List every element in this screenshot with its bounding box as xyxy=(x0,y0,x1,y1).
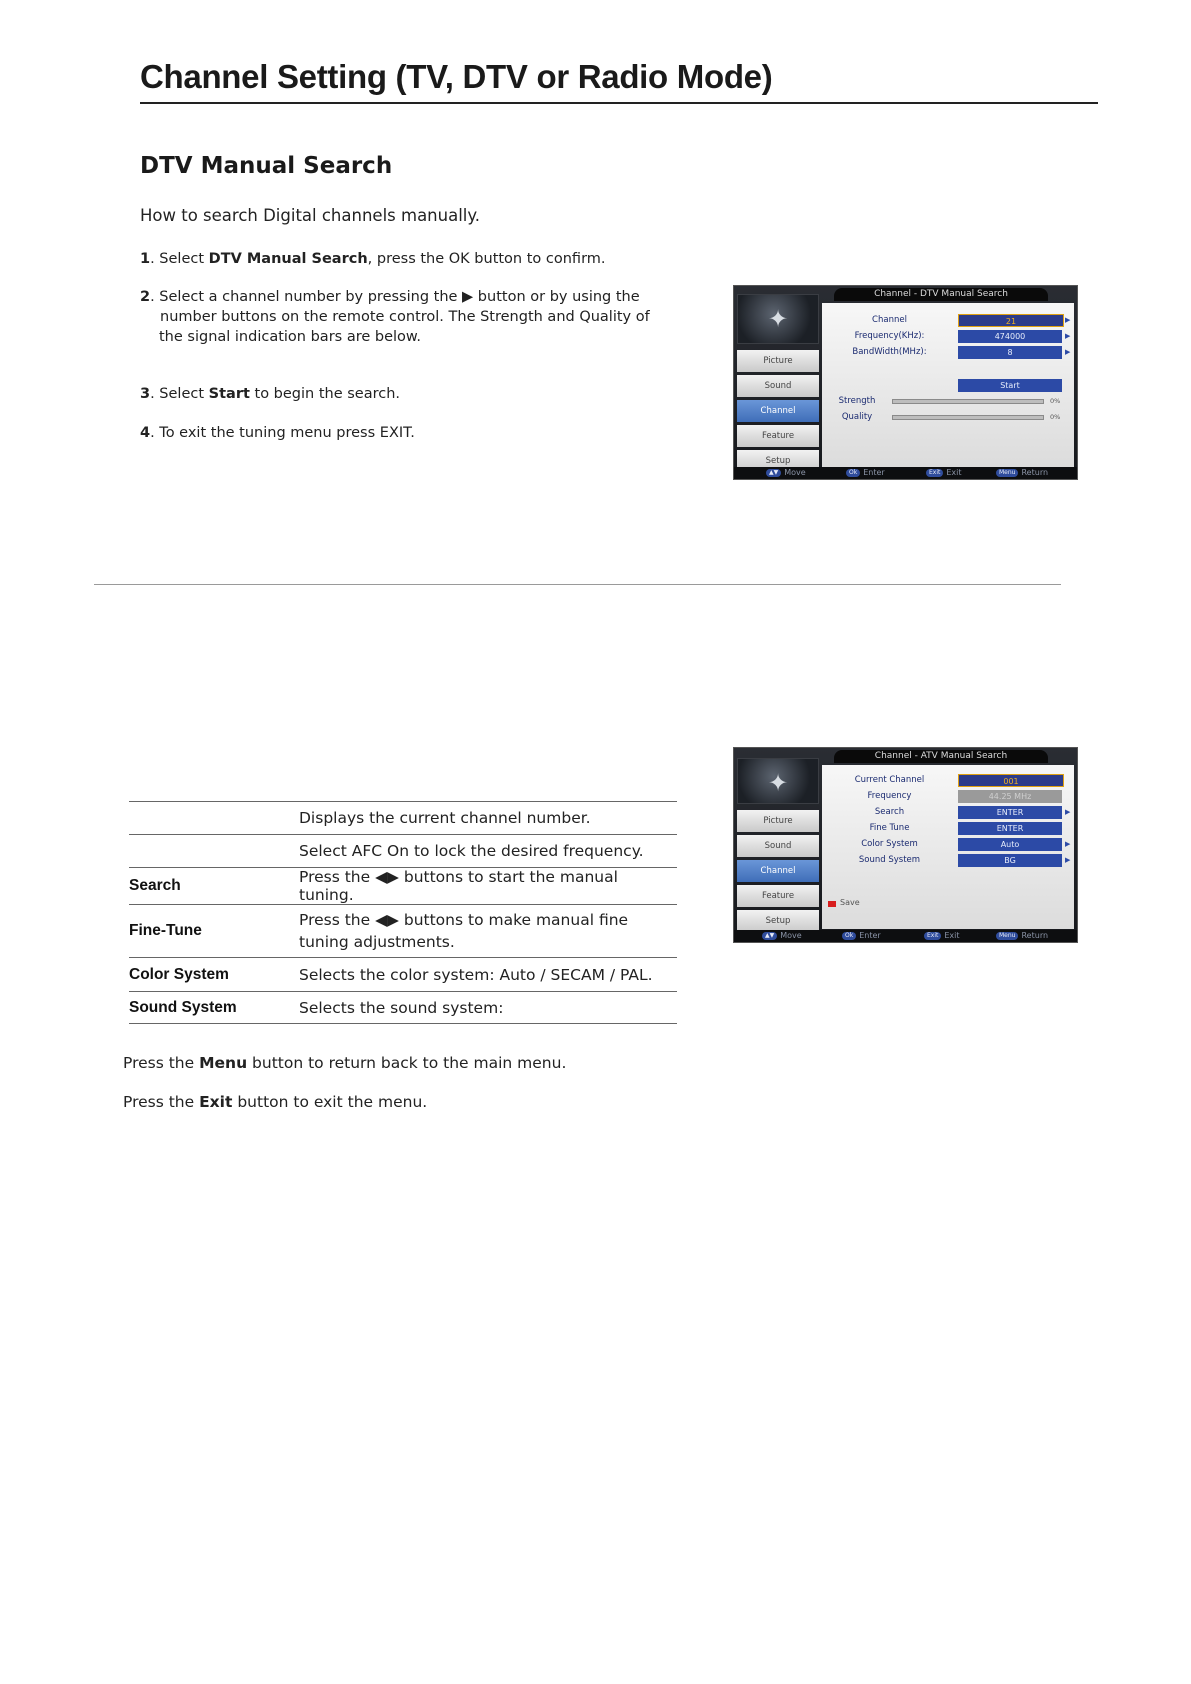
page-title: Channel Setting (TV, DTV or Radio Mode) xyxy=(140,58,773,95)
osd-row-value[interactable]: 21 xyxy=(958,314,1064,327)
table-row xyxy=(129,905,677,958)
osd-sidebar xyxy=(737,294,819,475)
left-right-arrows-icon: ◀▶ xyxy=(375,911,399,929)
osd-row-label: Color System xyxy=(861,839,918,849)
right-arrow-icon: ▶ xyxy=(462,289,474,305)
step-text: . Select a channel number by pressing the xyxy=(150,289,463,305)
table-row xyxy=(129,835,677,868)
step-3 xyxy=(140,384,660,404)
osd-title: Channel - DTV Manual Search xyxy=(834,288,1048,301)
osd-row-label: Search xyxy=(874,807,905,817)
save-icon xyxy=(828,901,836,907)
step-number: 2 xyxy=(140,289,151,305)
footer-move xyxy=(766,467,806,479)
footer-return-label: Return xyxy=(1021,468,1049,477)
osd-row-value[interactable]: 474000 xyxy=(958,330,1062,343)
note-text: Press the xyxy=(123,1054,200,1072)
move-key-icon: ▲▼ xyxy=(766,469,781,477)
footer-enter xyxy=(846,467,885,479)
osd-row-value[interactable]: ENTER xyxy=(958,822,1062,835)
table-row xyxy=(129,802,677,835)
osd-row-value[interactable]: ENTER xyxy=(958,806,1062,819)
footer-enter-label: Enter xyxy=(859,931,881,940)
right-arrow-icon: ▶ xyxy=(1065,316,1071,324)
osd-tab-setup[interactable]: Setup xyxy=(737,910,819,932)
table-key: Fine-Tune xyxy=(129,905,299,958)
dtv-osd-screenshot xyxy=(733,285,1078,480)
exit-key-icon: Exit xyxy=(924,932,941,940)
osd-row-frequency[interactable] xyxy=(822,789,1074,804)
table-desc: Displays the current channel number. xyxy=(299,802,677,835)
right-arrow-icon: ▶ xyxy=(1065,332,1071,340)
save-label: Save xyxy=(840,898,860,907)
table-row xyxy=(129,868,677,905)
osd-row-label: Fine Tune xyxy=(869,823,910,833)
note-text: button to exit the menu. xyxy=(232,1093,428,1111)
note-text: Press the xyxy=(123,1093,200,1111)
intro-text: How to search Digital channels manually. xyxy=(140,206,481,225)
osd-sidebar xyxy=(737,758,819,935)
atv-settings-table xyxy=(129,801,677,1024)
strength-value: 0% xyxy=(1050,397,1061,405)
start-button[interactable]: Start xyxy=(958,379,1062,392)
ok-key-icon: Ok xyxy=(846,469,860,477)
menu-key-icon: Menu xyxy=(996,469,1018,477)
osd-row-value[interactable]: 44.25 MHz xyxy=(958,790,1062,803)
osd-row-frequency[interactable] xyxy=(822,329,1074,344)
table-key: Color System xyxy=(129,958,299,992)
osd-tab-channel[interactable]: Channel xyxy=(737,860,819,882)
osd-row-label: Channel xyxy=(872,315,907,325)
footer-exit xyxy=(924,930,960,942)
osd-row-label: Current Channel xyxy=(854,775,925,785)
note-text: button to return back to the main menu. xyxy=(247,1054,567,1072)
step-text: . To exit the tuning menu press EXIT. xyxy=(150,425,415,441)
osd-footer xyxy=(734,930,1077,942)
ok-key-icon: Ok xyxy=(842,932,856,940)
quality-label: Quality xyxy=(841,412,873,422)
step-2 xyxy=(140,287,660,347)
footer-move-label: Move xyxy=(784,468,806,477)
strength-label: Strength xyxy=(838,396,876,406)
title-rule xyxy=(140,102,1098,104)
table-desc xyxy=(299,905,677,958)
osd-tab-picture[interactable]: Picture xyxy=(737,810,819,832)
osd-row-label: Frequency xyxy=(867,791,912,801)
table-desc-text-line2: tuning adjustments. xyxy=(299,933,455,951)
table-desc-text: Press the xyxy=(299,868,376,886)
right-arrow-icon: ▶ xyxy=(1065,840,1071,848)
osd-row-sound-system[interactable] xyxy=(822,853,1074,868)
osd-tab-feature[interactable]: Feature xyxy=(737,425,819,447)
satellite-dish-icon: ✦ xyxy=(737,758,819,804)
step-text-line3: the signal indication bars are below. xyxy=(159,329,422,345)
osd-footer xyxy=(734,467,1077,479)
table-key: Search xyxy=(129,868,299,905)
table-key xyxy=(129,802,299,835)
step-number: 1 xyxy=(140,251,151,267)
right-arrow-icon: ▶ xyxy=(1065,808,1071,816)
osd-row-quality xyxy=(822,410,1074,425)
note-bold: Exit xyxy=(199,1093,233,1111)
section-heading-dtv: DTV Manual Search xyxy=(140,153,393,179)
osd-row-label: BandWidth(MHz): xyxy=(852,347,927,357)
table-desc: Select AFC On to lock the desired frequency. xyxy=(299,835,677,868)
osd-row-fine-tune[interactable] xyxy=(822,821,1074,836)
osd-row-strength xyxy=(822,394,1074,409)
left-right-arrows-icon: ◀▶ xyxy=(375,868,399,886)
osd-row-current-channel[interactable] xyxy=(822,773,1074,788)
satellite-dish-icon: ✦ xyxy=(737,294,819,344)
footer-return xyxy=(996,467,1048,479)
footer-return xyxy=(996,930,1048,942)
step-bold: Start xyxy=(208,386,250,402)
step-number: 3 xyxy=(140,386,151,402)
note-menu xyxy=(123,1054,566,1072)
right-arrow-icon: ▶ xyxy=(1065,348,1071,356)
note-exit xyxy=(123,1093,427,1111)
osd-panel xyxy=(822,765,1074,929)
step-number: 4 xyxy=(140,425,151,441)
step-text: to begin the search. xyxy=(249,386,401,402)
osd-tab-picture[interactable]: Picture xyxy=(737,350,819,372)
footer-enter-label: Enter xyxy=(863,468,885,477)
osd-row-color-system[interactable] xyxy=(822,837,1074,852)
osd-row-channel[interactable] xyxy=(822,313,1074,328)
strength-bar xyxy=(892,399,1044,404)
step-text: button or by using the xyxy=(473,289,640,305)
table-desc-text: buttons to start the manual tuning. xyxy=(299,868,618,904)
footer-exit-label: Exit xyxy=(944,931,960,940)
footer-exit-label: Exit xyxy=(946,468,962,477)
footer-move-label: Move xyxy=(780,931,802,940)
osd-tab-setup[interactable]: Setup xyxy=(737,450,819,472)
table-row xyxy=(129,958,677,992)
osd-tab-sound[interactable]: Sound xyxy=(737,375,819,397)
osd-row-label: Frequency(KHz): xyxy=(854,331,925,341)
osd-row-value[interactable]: 8 xyxy=(958,346,1062,359)
exit-key-icon: Exit xyxy=(926,469,943,477)
step-text: , press the OK button to confirm. xyxy=(367,251,606,267)
osd-tab-channel[interactable]: Channel xyxy=(737,400,819,422)
osd-tab-feature[interactable]: Feature xyxy=(737,885,819,907)
footer-exit xyxy=(926,467,962,479)
move-key-icon: ▲▼ xyxy=(762,932,777,940)
step-bold: DTV Manual Search xyxy=(208,251,368,267)
osd-tab-sound[interactable]: Sound xyxy=(737,835,819,857)
note-bold: Menu xyxy=(199,1054,248,1072)
osd-row-bandwidth[interactable] xyxy=(822,345,1074,360)
quality-value: 0% xyxy=(1050,413,1061,421)
table-desc: Selects the sound system: xyxy=(299,992,677,1024)
osd-row-label: Sound System xyxy=(858,855,921,865)
step-text-line2: number buttons on the remote control. The Strength and Quality of xyxy=(160,309,650,325)
menu-key-icon: Menu xyxy=(996,932,1018,940)
atv-osd-screenshot xyxy=(733,747,1078,943)
osd-panel xyxy=(822,303,1074,467)
footer-move xyxy=(762,930,802,942)
footer-enter xyxy=(842,930,881,942)
osd-row-search[interactable] xyxy=(822,805,1074,820)
table-row xyxy=(129,992,677,1024)
quality-bar xyxy=(892,415,1044,420)
osd-row-start[interactable] xyxy=(822,378,1074,393)
step-1 xyxy=(140,249,660,269)
osd-row-value[interactable]: Auto xyxy=(958,838,1062,851)
step-4 xyxy=(140,423,660,443)
table-desc: Selects the color system: Auto / SECAM / PAL. xyxy=(299,958,677,992)
table-desc xyxy=(299,868,677,905)
osd-row-value[interactable]: BG xyxy=(958,854,1062,867)
table-desc-text: Press the xyxy=(299,911,376,929)
section-divider xyxy=(94,584,1061,585)
table-desc-text: buttons to make manual fine xyxy=(398,911,629,929)
step-text: . Select xyxy=(150,386,209,402)
table-key xyxy=(129,835,299,868)
footer-return-label: Return xyxy=(1021,931,1049,940)
right-arrow-icon: ▶ xyxy=(1065,856,1071,864)
osd-title: Channel - ATV Manual Search xyxy=(834,750,1048,763)
step-text: . Select xyxy=(150,251,209,267)
table-key: Sound System xyxy=(129,992,299,1024)
osd-row-value[interactable]: 001 xyxy=(958,774,1064,787)
